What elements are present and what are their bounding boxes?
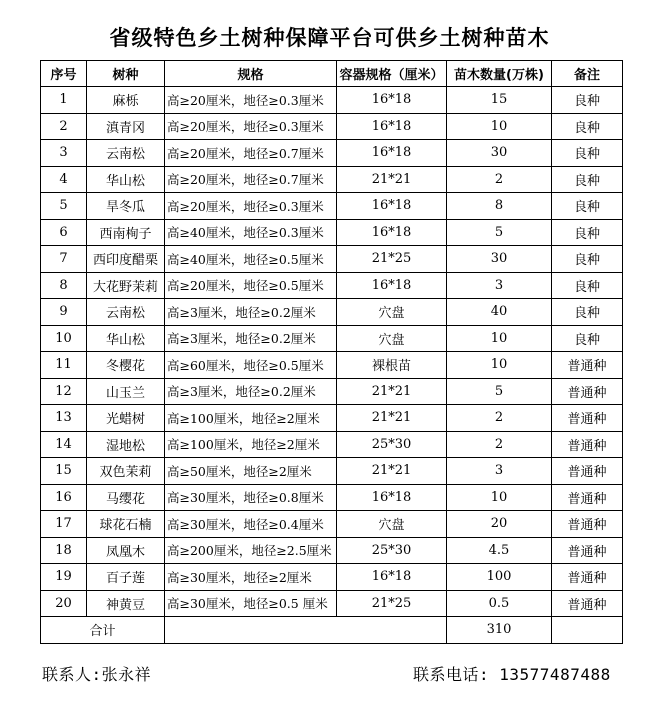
row-note: 普通种 [552, 378, 623, 405]
row-species: 球花石楠 [87, 511, 165, 538]
row-no: 18 [41, 537, 87, 564]
row-container: 21*21 [337, 405, 447, 432]
table-row [41, 246, 623, 273]
row-spec: 高≥30厘米，地径≥0.8厘米 [165, 484, 337, 511]
total-qty: 310 [447, 617, 552, 644]
row-note: 普通种 [552, 405, 623, 432]
row-no: 12 [41, 378, 87, 405]
contact-person: 联系人:张永祥 [42, 665, 152, 684]
page-title: 省级特色乡土树种保障平台可供乡土树种苗木 [109, 26, 550, 50]
row-spec: 高≥200厘米，地径≥2.5厘米 [165, 537, 337, 564]
row-note: 普通种 [552, 511, 623, 538]
row-note: 普通种 [552, 431, 623, 458]
row-spec: 高≥100厘米，地径≥2厘米 [165, 405, 337, 432]
table-row [41, 219, 623, 246]
table-row [41, 590, 623, 617]
total-label: 合计 [41, 617, 165, 644]
row-container: 穴盘 [337, 511, 447, 538]
row-container: 21*21 [337, 166, 447, 193]
row-container: 16*18 [337, 219, 447, 246]
row-qty: 4.5 [447, 537, 552, 564]
row-no: 7 [41, 246, 87, 273]
row-spec: 高≥30厘米，地径≥0.4厘米 [165, 511, 337, 538]
row-no: 8 [41, 272, 87, 299]
row-note: 普通种 [552, 564, 623, 591]
row-qty: 3 [447, 272, 552, 299]
row-qty: 100 [447, 564, 552, 591]
row-spec: 高≥40厘米，地径≥0.5厘米 [165, 246, 337, 273]
row-qty: 20 [447, 511, 552, 538]
row-no: 15 [41, 458, 87, 485]
row-no: 19 [41, 564, 87, 591]
row-container: 16*18 [337, 484, 447, 511]
row-qty: 3 [447, 458, 552, 485]
row-spec: 高≥100厘米，地径≥2厘米 [165, 431, 337, 458]
row-no: 9 [41, 299, 87, 326]
row-qty: 30 [447, 140, 552, 167]
row-spec: 高≥30厘米，地径≥2厘米 [165, 564, 337, 591]
row-note: 良种 [552, 140, 623, 167]
table-row [41, 431, 623, 458]
row-spec: 高≥50厘米，地径≥2厘米 [165, 458, 337, 485]
row-species: 神黄豆 [87, 590, 165, 617]
header-species: 树种 [87, 61, 165, 87]
row-note: 良种 [552, 246, 623, 273]
row-spec: 高≥20厘米，地径≥0.3厘米 [165, 193, 337, 220]
row-note: 良种 [552, 325, 623, 352]
row-no: 16 [41, 484, 87, 511]
row-note: 良种 [552, 166, 623, 193]
row-note: 良种 [552, 299, 623, 326]
row-qty: 10 [447, 352, 552, 379]
table-header-row [41, 61, 623, 87]
row-species: 光蜡树 [87, 405, 165, 432]
row-container: 16*18 [337, 140, 447, 167]
row-qty: 10 [447, 113, 552, 140]
row-spec: 高≥20厘米，地径≥0.3厘米 [165, 87, 337, 114]
row-qty: 10 [447, 484, 552, 511]
row-qty: 2 [447, 166, 552, 193]
total-empty [165, 617, 447, 644]
row-spec: 高≥20厘米，地径≥0.7厘米 [165, 140, 337, 167]
row-species: 湿地松 [87, 431, 165, 458]
row-species: 旱冬瓜 [87, 193, 165, 220]
row-no: 5 [41, 193, 87, 220]
row-container: 25*30 [337, 537, 447, 564]
row-qty: 15 [447, 87, 552, 114]
row-container: 穴盘 [337, 325, 447, 352]
row-no: 6 [41, 219, 87, 246]
row-species: 凤凰木 [87, 537, 165, 564]
row-no: 17 [41, 511, 87, 538]
row-species: 华山松 [87, 325, 165, 352]
table-row [41, 193, 623, 220]
row-species: 云南松 [87, 140, 165, 167]
row-no: 11 [41, 352, 87, 379]
row-no: 4 [41, 166, 87, 193]
row-spec: 高≥60厘米，地径≥0.5厘米 [165, 352, 337, 379]
row-note: 良种 [552, 87, 623, 114]
row-species: 山玉兰 [87, 378, 165, 405]
row-species: 滇青冈 [87, 113, 165, 140]
row-species: 马缨花 [87, 484, 165, 511]
row-note: 普通种 [552, 458, 623, 485]
row-qty: 5 [447, 378, 552, 405]
table-row [41, 537, 623, 564]
contact-phone: 联系电话: 13577487488 [413, 665, 611, 684]
row-container: 21*21 [337, 458, 447, 485]
row-qty: 40 [447, 299, 552, 326]
header-qty: 苗木数量(万株) [447, 61, 552, 87]
table-row [41, 405, 623, 432]
row-no: 20 [41, 590, 87, 617]
row-qty: 2 [447, 405, 552, 432]
row-species: 云南松 [87, 299, 165, 326]
row-note: 普通种 [552, 352, 623, 379]
row-no: 14 [41, 431, 87, 458]
row-spec: 高≥3厘米，地径≥0.2厘米 [165, 378, 337, 405]
row-species: 华山松 [87, 166, 165, 193]
row-species: 双色茉莉 [87, 458, 165, 485]
row-no: 1 [41, 87, 87, 114]
row-spec: 高≥40厘米，地径≥0.3厘米 [165, 219, 337, 246]
table-row [41, 140, 623, 167]
row-qty: 2 [447, 431, 552, 458]
header-note: 备注 [552, 61, 623, 87]
row-container: 16*18 [337, 193, 447, 220]
table-row [41, 511, 623, 538]
row-container: 16*18 [337, 87, 447, 114]
header-no: 序号 [41, 61, 87, 87]
row-container: 16*18 [337, 272, 447, 299]
table-row [41, 378, 623, 405]
row-no: 2 [41, 113, 87, 140]
row-species: 西南栒子 [87, 219, 165, 246]
row-species: 西印度醋栗 [87, 246, 165, 273]
table-row [41, 299, 623, 326]
row-container: 16*18 [337, 113, 447, 140]
row-qty: 30 [447, 246, 552, 273]
row-spec: 高≥30厘米，地径≥0.5 厘米 [165, 590, 337, 617]
row-spec: 高≥3厘米，地径≥0.2厘米 [165, 325, 337, 352]
row-spec: 高≥20厘米，地径≥0.5厘米 [165, 272, 337, 299]
total-row [41, 617, 623, 644]
row-note: 普通种 [552, 484, 623, 511]
header-container: 容器规格（厘米） [337, 61, 447, 87]
row-container: 16*18 [337, 564, 447, 591]
row-species: 大花野茉莉 [87, 272, 165, 299]
table-row [41, 87, 623, 114]
row-spec: 高≥20厘米，地径≥0.7厘米 [165, 166, 337, 193]
table-row [41, 352, 623, 379]
row-note: 良种 [552, 193, 623, 220]
row-container: 裸根苗 [337, 352, 447, 379]
row-note: 良种 [552, 272, 623, 299]
row-no: 13 [41, 405, 87, 432]
row-qty: 5 [447, 219, 552, 246]
row-species: 百子莲 [87, 564, 165, 591]
header-spec: 规格 [165, 61, 337, 87]
row-note: 普通种 [552, 590, 623, 617]
row-note: 普通种 [552, 537, 623, 564]
total-note-empty [552, 617, 623, 644]
row-container: 21*21 [337, 378, 447, 405]
row-spec: 高≥3厘米，地径≥0.2厘米 [165, 299, 337, 326]
row-container: 21*25 [337, 246, 447, 273]
seedling-table [40, 60, 623, 644]
row-qty: 8 [447, 193, 552, 220]
row-spec: 高≥20厘米，地径≥0.3厘米 [165, 113, 337, 140]
row-note: 良种 [552, 113, 623, 140]
row-qty: 0.5 [447, 590, 552, 617]
row-qty: 10 [447, 325, 552, 352]
table-row [41, 484, 623, 511]
row-species: 冬樱花 [87, 352, 165, 379]
table-row [41, 113, 623, 140]
row-container: 25*30 [337, 431, 447, 458]
table-row [41, 458, 623, 485]
table-row [41, 272, 623, 299]
row-container: 穴盘 [337, 299, 447, 326]
row-note: 良种 [552, 219, 623, 246]
table-row [41, 325, 623, 352]
table-row [41, 166, 623, 193]
row-no: 10 [41, 325, 87, 352]
row-container: 21*25 [337, 590, 447, 617]
row-no: 3 [41, 140, 87, 167]
row-species: 麻栎 [87, 87, 165, 114]
table-row [41, 564, 623, 591]
